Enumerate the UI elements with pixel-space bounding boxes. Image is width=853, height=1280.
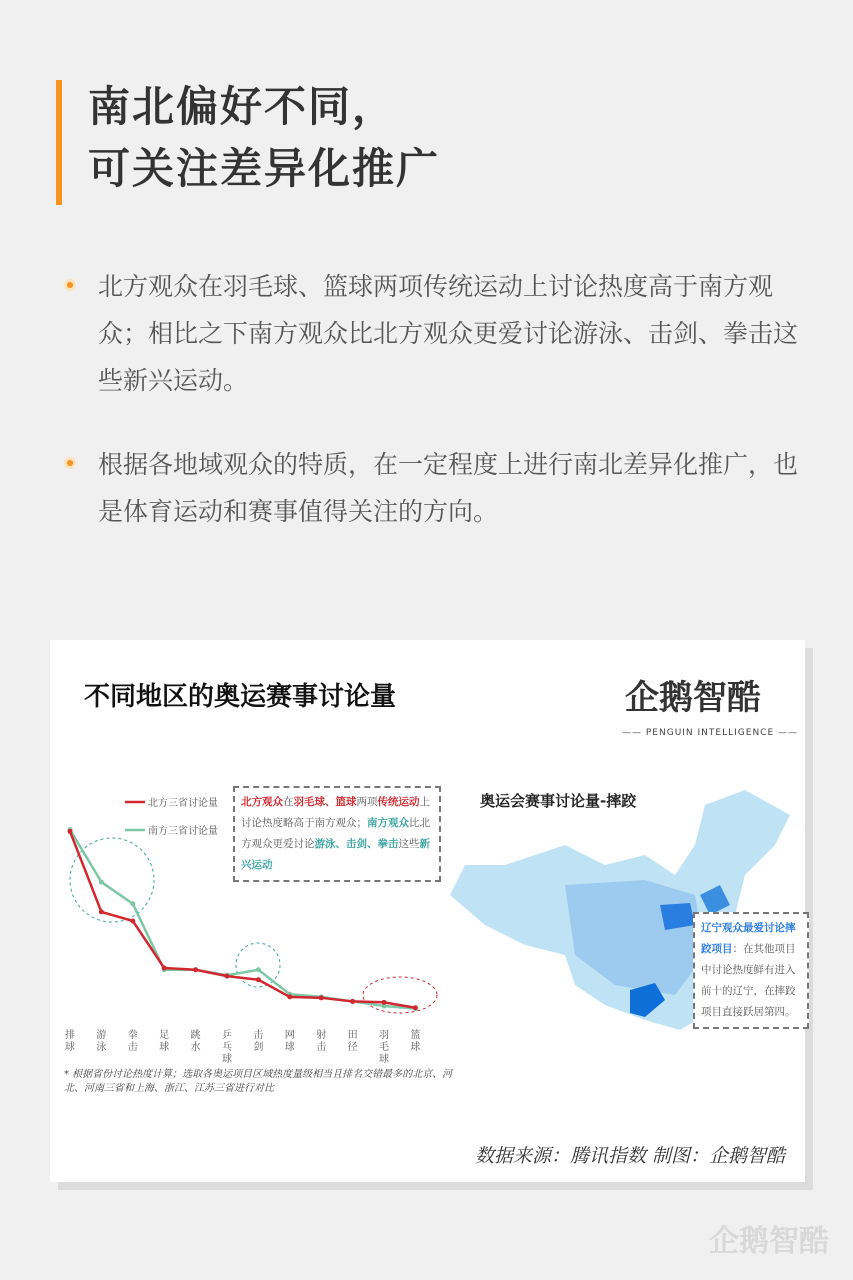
logo-subtitle: —— PENGUIN INTELLIGENCE —— [622, 728, 799, 738]
data-point [382, 1000, 387, 1005]
data-point [162, 965, 167, 970]
x-tick-label: 游 [96, 1030, 107, 1041]
x-tick-label: 田 [347, 1030, 358, 1041]
watermark-logo: 企鹅智酷 [709, 1224, 829, 1259]
data-point [99, 880, 104, 885]
x-tick-label: 足 [159, 1030, 170, 1041]
x-tick-label: 射 [316, 1030, 327, 1041]
x-tick-label: 球 [284, 1042, 295, 1053]
data-point [256, 977, 261, 982]
data-point [99, 909, 104, 914]
x-tick-label: 乓 [222, 1042, 232, 1053]
bullet-1: 北方观众在羽毛球、篮球两项传统运动上讨论热度高于南方观众；相比之下南方观众比北方观众更爱讨论游泳、击剑、拳击这些新兴运动。 [62, 263, 802, 404]
accent-bar [56, 80, 62, 205]
bullet-dot-icon [64, 457, 76, 469]
x-tick-label: 水 [190, 1042, 201, 1053]
data-point [287, 994, 292, 999]
footnote: * 根据省份讨论热度计算；选取各奥运项目区域热度量级相当且排名交错最多的北京、河北、河南三省和上海、浙江、江苏三省进行对比 [64, 1069, 453, 1094]
infographic-card [50, 640, 805, 1182]
chart-title: 不同地区的奥运赛事讨论量 [84, 682, 397, 712]
page-title: 南北偏好不同， 可关注差异化推广 [88, 82, 441, 193]
x-tick-label: 击 [253, 1030, 264, 1041]
x-tick-label: 网 [284, 1030, 295, 1041]
x-tick-label: 篮 [410, 1030, 421, 1041]
x-tick-label: 击 [316, 1042, 327, 1053]
chart-callout: 北方观众在羽毛球、篮球两项传统运动上讨论热度略高于南方观众；南方观众比北方观众更爱讨论游泳、击剑、拳击这些新兴运动 [233, 786, 441, 882]
data-point [256, 967, 261, 972]
data-point [350, 999, 355, 1004]
x-tick-label: 球 [410, 1042, 421, 1053]
map-title: 奥运会赛事讨论量-摔跤 [480, 792, 637, 810]
x-tick-label: 乒 [222, 1030, 232, 1041]
x-tick-label: 剑 [253, 1042, 264, 1053]
data-point [68, 829, 73, 834]
x-tick-label: 球 [65, 1042, 75, 1053]
data-point [193, 967, 198, 972]
legend-label: 南方三省讨论量 [148, 826, 218, 837]
data-point [319, 995, 324, 1000]
data-point [413, 1005, 418, 1010]
map-callout: 辽宁观众最爱讨论摔跤项目：在其他项目中讨论热度鲜有进入前十的辽宁，在摔跤项目直接跃居第四。 [693, 912, 809, 1029]
data-point [225, 974, 230, 979]
x-tick-label: 球 [159, 1042, 170, 1053]
bullet-dot-icon [64, 279, 76, 291]
x-tick-label: 球 [379, 1054, 389, 1065]
logo: 企鹅智酷 [625, 678, 761, 718]
x-tick-label: 跳 [190, 1030, 201, 1041]
x-tick-label: 球 [222, 1054, 232, 1065]
bullet-2: 根据各地域观众的特质，在一定程度上进行南北差异化推广，也是体育运动和赛事值得关注的方向。 [62, 441, 802, 535]
x-tick-label: 羽 [379, 1030, 389, 1041]
legend-label: 北方三省讨论量 [148, 798, 218, 809]
data-point [130, 901, 135, 906]
data-source: 数据来源：腾讯指数 制图：企鹅智酷 [474, 1145, 785, 1167]
x-tick-label: 击 [127, 1042, 138, 1053]
x-tick-label: 泳 [96, 1042, 107, 1053]
x-tick-label: 排 [65, 1030, 75, 1041]
x-tick-label: 毛 [379, 1042, 389, 1053]
x-tick-label: 拳 [127, 1030, 138, 1041]
data-point [130, 918, 135, 923]
x-tick-label: 径 [347, 1042, 358, 1053]
